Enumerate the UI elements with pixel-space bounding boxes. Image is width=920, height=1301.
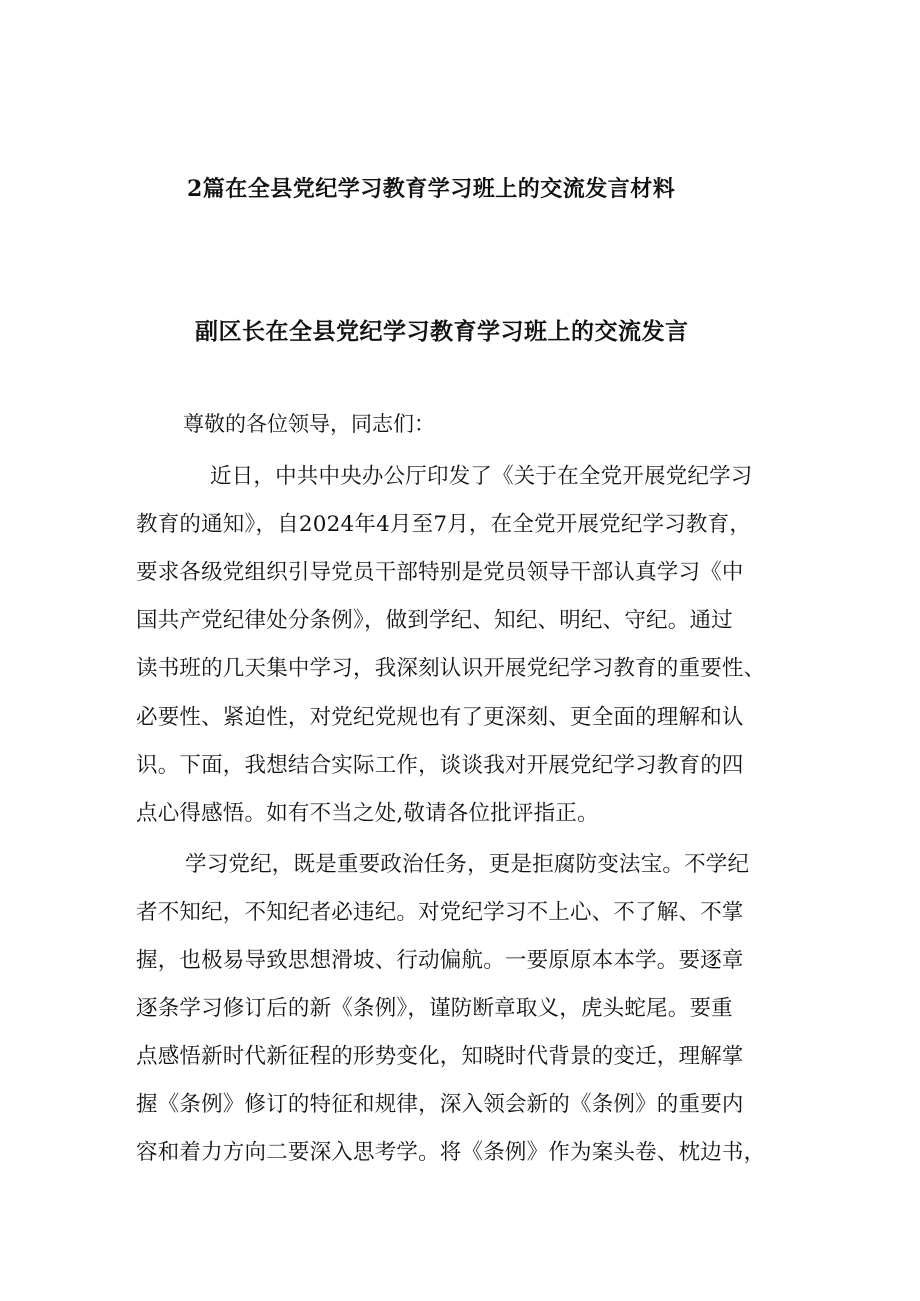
paragraph-1-line: 国共产党纪律处分条例》，做到学纪、知纪、明纪、守纪。通过 xyxy=(136,608,733,633)
document-title: 2篇在全县党纪学习教育学习班上的交流发言材料 xyxy=(187,176,676,202)
paragraph-1-line: 必要性、紧迫性，对党纪党规也有了更深刻、更全面的理解和认 xyxy=(136,705,744,730)
paragraph-1-line: 读书班的几天集中学习，我深刻认识开展党纪学习教育的重要性、 xyxy=(136,656,766,681)
paragraph-1-line: 要求各级党组织引导党员干部特别是党员领导干部认真学习《中 xyxy=(136,560,744,585)
speech-title: 副区长在全县党纪学习教育学习班上的交流发言 xyxy=(195,318,689,345)
paragraph-2-line: 学习党纪，既是重要政治任务，更是拒腐防变法宝。不学纪 xyxy=(185,852,750,877)
paragraph-1-line: 点心得感悟。如有不当之处,敬请各位批评指正。 xyxy=(136,801,599,826)
paragraph-2-line: 逐条学习修订后的新《条例》，谨防断章取义，虎头蛇尾。要重 xyxy=(136,996,733,1021)
paragraph-1-line: 教育的通知》，自2024年4月至7月，在全党开展党纪学习教育， xyxy=(136,512,752,537)
paragraph-2-line: 握《条例》修订的特征和规律，深入领会新的《条例》的重要内 xyxy=(136,1092,744,1117)
paragraph-1-line: 近日，中共中央办公厅印发了《关于在全党开展党纪学习 xyxy=(210,464,753,489)
paragraph-1-line: 识。下面，我想结合实际工作，谈谈我对开展党纪学习教育的四 xyxy=(136,753,744,778)
paragraph-2-line: 点感悟新时代新征程的形势变化，知晓时代背景的变迁，理解掌 xyxy=(136,1044,744,1069)
paragraph-2-line: 容和着力方向二要深入思考学。将《条例》作为案头卷、枕边书， xyxy=(136,1140,766,1165)
paragraph-2-line: 者不知纪，不知纪者必违纪。对党纪学习不上心、不了解、不掌 xyxy=(136,900,744,925)
salutation: 尊敬的各位领导，同志们： xyxy=(183,412,435,436)
paragraph-2-line: 握，也极易导致思想滑坡、行动偏航。一要原原本本学。要逐章 xyxy=(136,948,744,973)
